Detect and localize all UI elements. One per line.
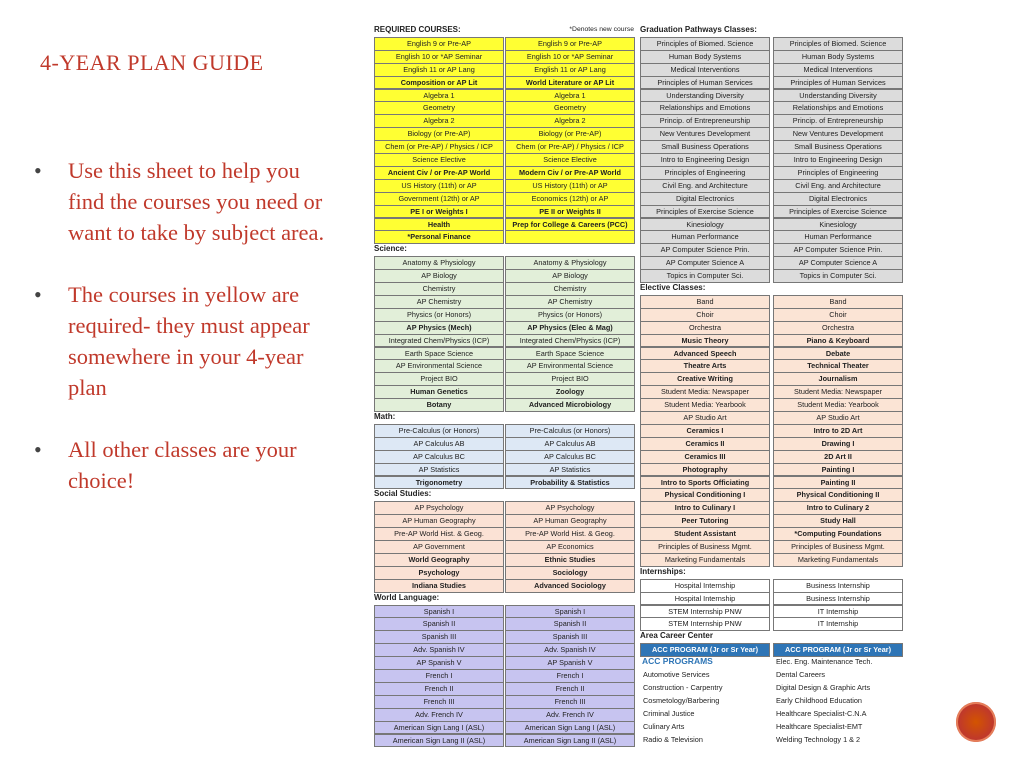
- course-cell: English 11 or AP Lang: [374, 63, 504, 77]
- course-cell: Digital Electronics: [773, 192, 903, 206]
- course-cell: Human Genetics: [374, 385, 504, 399]
- course-cell: Intro to Culinary I: [640, 501, 770, 515]
- course-cell: Student Assistant: [640, 527, 770, 541]
- course-cell: Intro to Engineering Design: [640, 153, 770, 167]
- bullet-item: [30, 279, 330, 403]
- course-cell: *Computing Foundations: [773, 527, 903, 541]
- bullet-text: Use this sheet to help you find the courses you need or want to take by subject area.: [68, 158, 325, 245]
- course-cell: AP Chemistry: [374, 295, 504, 309]
- course-cell: AP Environmental Science: [374, 359, 504, 373]
- course-cell: Pre-Calculus (or Honors): [505, 424, 635, 438]
- course-cell: Digital Electronics: [640, 192, 770, 206]
- course-cell: French I: [505, 669, 635, 683]
- course-cell: Student Media: Yearbook: [773, 398, 903, 412]
- course-cell: Algebra 1: [505, 89, 635, 103]
- course-cell: American Sign Lang I (ASL): [374, 721, 504, 735]
- course-cell: Economics (12th) or AP: [505, 192, 635, 206]
- course-cell: AP Statistics: [374, 463, 504, 477]
- course-cell: Earth Space Science: [374, 347, 504, 361]
- course-cell: Hospital Internship: [640, 592, 770, 606]
- course-cell: Understanding Diversity: [773, 89, 903, 103]
- course-cell: Health: [374, 218, 504, 232]
- course-cell: Painting II: [773, 476, 903, 490]
- course-cell: French II: [374, 682, 504, 696]
- course-cell: AP Psychology: [505, 501, 635, 515]
- page-title: 4-YEAR PLAN GUIDE: [40, 50, 264, 75]
- course-cell: Piano & Keyboard: [773, 334, 903, 348]
- course-cell: AP Studio Art: [640, 411, 770, 425]
- course-cell: American Sign Lang I (ASL): [505, 721, 635, 735]
- course-cell: American Sign Lang II (ASL): [505, 734, 635, 748]
- course-cell: French I: [374, 669, 504, 683]
- course-cell: Anatomy & Physiology: [505, 256, 635, 270]
- course-cell: Prep for College & Careers (PCC): [505, 218, 635, 232]
- course-cell: AP Biology: [505, 269, 635, 283]
- course-cell: Civil Eng. and Architecture: [773, 179, 903, 193]
- course-cell: English 9 or Pre-AP: [374, 37, 504, 51]
- course-cell: AP Calculus BC: [505, 450, 635, 464]
- course-cell: Kinesiology: [640, 218, 770, 232]
- course-cell: Princip. of Entrepreneurship: [773, 114, 903, 128]
- course-cell: Topics in Computer Sci.: [773, 269, 903, 283]
- course-cell: AP Spanish V: [374, 656, 504, 670]
- acc-program-item: Healthcare Specialist-C.N.A: [776, 708, 867, 718]
- course-cell: Spanish III: [374, 630, 504, 644]
- bullet-text: The courses in yellow are required- they must appear somewhere in your 4-year plan: [68, 282, 310, 400]
- course-cell: AP Statistics: [505, 463, 635, 477]
- course-cell: PE II or Weights II: [505, 205, 635, 219]
- course-cell: Project BIO: [374, 372, 504, 386]
- course-cell: Medical Interventions: [640, 63, 770, 77]
- course-sheet: [372, 24, 904, 752]
- course-cell: Spanish II: [505, 617, 635, 631]
- course-cell: AP Government: [374, 540, 504, 554]
- course-cell: Composition or AP Lit: [374, 76, 504, 90]
- course-cell: Band: [640, 295, 770, 309]
- course-cell: *Personal Finance: [374, 230, 504, 244]
- course-cell: Choir: [640, 308, 770, 322]
- course-cell: Indiana Studies: [374, 579, 504, 593]
- course-cell: US History (11th) or AP: [374, 179, 504, 193]
- course-cell: AP Computer Science Prin.: [640, 243, 770, 257]
- course-cell: Spanish II: [374, 617, 504, 631]
- bullet-item: [30, 155, 330, 248]
- course-cell: STEM Internship PNW: [640, 605, 770, 619]
- course-cell: Student Media: Newspaper: [773, 385, 903, 399]
- course-cell: Orchestra: [640, 321, 770, 335]
- course-cell: Zoology: [505, 385, 635, 399]
- course-cell: AP Computer Science Prin.: [773, 243, 903, 257]
- course-cell: Debate: [773, 347, 903, 361]
- course-cell: French III: [374, 695, 504, 709]
- course-cell: Pre-Calculus (or Honors): [374, 424, 504, 438]
- course-cell: Intro to Culinary 2: [773, 501, 903, 515]
- course-cell: Trigonometry: [374, 476, 504, 490]
- course-cell: English 9 or Pre-AP: [505, 37, 635, 51]
- course-cell: Probability & Statistics: [505, 476, 635, 490]
- acc-program-item: Construction - Carpentry: [643, 682, 723, 692]
- course-cell: Chemistry: [505, 282, 635, 296]
- acc-program-item: Criminal Justice: [643, 708, 695, 718]
- bullet-dot-icon: •: [34, 437, 42, 462]
- course-cell: Psychology: [374, 566, 504, 580]
- course-cell: Business Internship: [773, 592, 903, 606]
- course-cell: English 10 or *AP Seminar: [374, 50, 504, 64]
- course-cell: French II: [505, 682, 635, 696]
- course-cell: Advanced Microbiology: [505, 398, 635, 412]
- course-cell: English 10 or *AP Seminar: [505, 50, 635, 64]
- course-cell: Creative Writing: [640, 372, 770, 386]
- course-cell: Principles of Human Services: [773, 76, 903, 90]
- course-cell: Drawing I: [773, 437, 903, 451]
- course-cell: AP Economics: [505, 540, 635, 554]
- course-cell: Advanced Sociology: [505, 579, 635, 593]
- acc-program-item: Early Childhood Education: [776, 695, 862, 705]
- course-cell: 2D Art II: [773, 450, 903, 464]
- course-cell: Small Business Operations: [640, 140, 770, 154]
- course-cell: Study Hall: [773, 514, 903, 528]
- acc-program-header: ACC PROGRAM (Jr or Sr Year): [773, 643, 903, 657]
- course-cell: AP Computer Science A: [773, 256, 903, 270]
- course-cell: Principles of Engineering: [773, 166, 903, 180]
- course-cell: Integrated Chem/Physics (ICP): [374, 334, 504, 348]
- course-cell: Physical Conditioning II: [773, 488, 903, 502]
- course-cell: Ceramics III: [640, 450, 770, 464]
- course-cell: IT Internship: [773, 617, 903, 631]
- course-cell: Choir: [773, 308, 903, 322]
- elective-header: Elective Classes:: [640, 283, 706, 292]
- course-cell: Government (12th) or AP: [374, 192, 504, 206]
- course-cell: Band: [773, 295, 903, 309]
- course-cell: Intro to 2D Art: [773, 424, 903, 438]
- area-career-header: Area Career Center: [640, 631, 713, 641]
- course-cell: Chem (or Pre-AP) / Physics / ICP: [505, 140, 635, 154]
- course-cell: Physics (or Honors): [505, 308, 635, 322]
- science-header: Science:: [374, 244, 407, 254]
- course-cell: Pre-AP World Hist. & Geog.: [374, 527, 504, 541]
- course-cell: AP Human Geography: [374, 514, 504, 528]
- course-cell: Principles of Exercise Science: [773, 205, 903, 219]
- bullet-text: All other classes are your choice!: [68, 437, 297, 493]
- course-cell: Anatomy & Physiology: [374, 256, 504, 270]
- acc-program-item: Digital Design & Graphic Arts: [776, 682, 871, 692]
- course-cell: Spanish I: [505, 605, 635, 619]
- course-cell: Medical Interventions: [773, 63, 903, 77]
- bullet-list: [30, 155, 330, 527]
- course-cell: Student Media: Newspaper: [640, 385, 770, 399]
- course-cell: AP Calculus AB: [374, 437, 504, 451]
- school-logo-icon: [956, 702, 996, 742]
- course-cell: Science Elective: [505, 153, 635, 167]
- acc-program-item: Elec. Eng. Maintenance Tech.: [776, 657, 873, 667]
- course-cell: World Geography: [374, 553, 504, 567]
- course-cell: AP Physics (Mech): [374, 321, 504, 335]
- internships-header: Internships:: [640, 566, 686, 576]
- required-header: REQUIRED COURSES:: [374, 25, 461, 34]
- course-cell: Intro to Engineering Design: [773, 153, 903, 167]
- course-cell: Advanced Speech: [640, 347, 770, 361]
- course-cell: Sociology: [505, 566, 635, 580]
- course-cell: Ancient Civ / or Pre-AP World: [374, 166, 504, 180]
- course-cell: Principles of Exercise Science: [640, 205, 770, 219]
- course-cell: Photography: [640, 463, 770, 477]
- course-cell: Integrated Chem/Physics (ICP): [505, 334, 635, 348]
- course-cell: Chemistry: [374, 282, 504, 296]
- course-cell: Physical Conditioning I: [640, 488, 770, 502]
- course-cell: AP Environmental Science: [505, 359, 635, 373]
- world-header: World Language:: [374, 592, 440, 602]
- math-header: Math:: [374, 412, 396, 421]
- course-cell: Principles of Business Mgmt.: [773, 540, 903, 554]
- course-cell: Human Body Systems: [640, 50, 770, 64]
- course-cell: AP Calculus BC: [374, 450, 504, 464]
- course-cell: Chem (or Pre-AP) / Physics / ICP: [374, 140, 504, 154]
- course-cell: Pre-AP World Hist. & Geog.: [505, 527, 635, 541]
- course-cell: Human Performance: [773, 230, 903, 244]
- course-cell: Biology (or Pre-AP): [374, 127, 504, 141]
- course-cell: Geometry: [374, 101, 504, 115]
- course-cell: US History (11th) or AP: [505, 179, 635, 193]
- course-cell: Relationships and Emotions: [640, 101, 770, 115]
- course-cell: Spanish I: [374, 605, 504, 619]
- course-cell: AP Spanish V: [505, 656, 635, 670]
- course-cell: Student Media: Yearbook: [640, 398, 770, 412]
- course-cell: Project BIO: [505, 372, 635, 386]
- course-cell: Understanding Diversity: [640, 89, 770, 103]
- course-cell: [505, 230, 635, 244]
- course-cell: Principles of Biomed. Science: [773, 37, 903, 51]
- course-cell: Principles of Human Services: [640, 76, 770, 90]
- course-cell: AP Computer Science A: [640, 256, 770, 270]
- course-cell: Theatre Arts: [640, 359, 770, 373]
- course-cell: Principles of Biomed. Science: [640, 37, 770, 51]
- course-cell: Ceramics I: [640, 424, 770, 438]
- course-cell: Geometry: [505, 101, 635, 115]
- course-cell: Adv. Spanish IV: [374, 643, 504, 657]
- acc-program-item: Welding Technology 1 & 2: [776, 734, 861, 744]
- course-cell: Modern Civ / or Pre-AP World: [505, 166, 635, 180]
- course-cell: AP Studio Art: [773, 411, 903, 425]
- acc-program-item: Dental Careers: [776, 670, 826, 679]
- acc-program-header: ACC PROGRAM (Jr or Sr Year): [640, 643, 770, 657]
- course-cell: IT Internship: [773, 605, 903, 619]
- course-cell: Marketing Fundamentals: [773, 553, 903, 567]
- course-cell: Earth Space Science: [505, 347, 635, 361]
- course-cell: Marketing Fundamentals: [640, 553, 770, 567]
- course-cell: Princip. of Entrepreneurship: [640, 114, 770, 128]
- course-cell: Topics in Computer Sci.: [640, 269, 770, 283]
- course-cell: New Ventures Development: [773, 127, 903, 141]
- course-cell: Peer Tutoring: [640, 514, 770, 528]
- course-cell: Algebra 2: [374, 114, 504, 128]
- course-cell: AP Psychology: [374, 501, 504, 515]
- course-cell: Science Elective: [374, 153, 504, 167]
- course-cell: AP Calculus AB: [505, 437, 635, 451]
- course-cell: Principles of Engineering: [640, 166, 770, 180]
- social-header: Social Studies:: [374, 489, 432, 499]
- course-cell: Hospital Internship: [640, 579, 770, 593]
- course-cell: Business Internship: [773, 579, 903, 593]
- course-cell: Human Body Systems: [773, 50, 903, 64]
- course-cell: Physics (or Honors): [374, 308, 504, 322]
- bullet-dot-icon: •: [34, 282, 42, 307]
- course-cell: Adv. Spanish IV: [505, 643, 635, 657]
- acc-program-item: Radio & Television: [643, 734, 703, 744]
- denotes-note: *Denotes new course: [569, 26, 634, 33]
- course-cell: Relationships and Emotions: [773, 101, 903, 115]
- course-cell: Music Theory: [640, 334, 770, 348]
- course-cell: Small Business Operations: [773, 140, 903, 154]
- course-cell: Kinesiology: [773, 218, 903, 232]
- course-cell: Orchestra: [773, 321, 903, 335]
- acc-program-item: Cosmetology/Barbering: [643, 695, 720, 705]
- course-cell: Adv. French IV: [505, 708, 635, 722]
- course-cell: STEM Internship PNW: [640, 617, 770, 631]
- course-cell: World Literature or AP Lit: [505, 76, 635, 90]
- course-cell: Ethnic Studies: [505, 553, 635, 567]
- course-cell: AP Biology: [374, 269, 504, 283]
- course-cell: Ceramics II: [640, 437, 770, 451]
- course-cell: PE I or Weights I: [374, 205, 504, 219]
- course-cell: Botany: [374, 398, 504, 412]
- course-cell: Journalism: [773, 372, 903, 386]
- acc-program-item: Culinary Arts: [643, 721, 685, 731]
- course-cell: Algebra 1: [374, 89, 504, 103]
- course-cell: Civil Eng. and Architecture: [640, 179, 770, 193]
- course-cell: AP Chemistry: [505, 295, 635, 309]
- course-cell: French III: [505, 695, 635, 709]
- acc-program-item: Automotive Services: [643, 670, 710, 679]
- course-cell: Painting I: [773, 463, 903, 477]
- course-cell: AP Physics (Elec & Mag): [505, 321, 635, 335]
- course-cell: AP Human Geography: [505, 514, 635, 528]
- course-cell: Intro to Sports Officiating: [640, 476, 770, 490]
- acc-programs-label: ACC PROGRAMS: [642, 656, 713, 667]
- course-cell: Human Performance: [640, 230, 770, 244]
- pathways-header: Graduation Pathways Classes:: [640, 25, 757, 34]
- bullet-item: [30, 434, 330, 496]
- course-cell: Principles of Business Mgmt.: [640, 540, 770, 554]
- course-cell: Adv. French IV: [374, 708, 504, 722]
- course-cell: New Ventures Development: [640, 127, 770, 141]
- course-cell: Biology (or Pre-AP): [505, 127, 635, 141]
- course-cell: Algebra 2: [505, 114, 635, 128]
- course-cell: Spanish III: [505, 630, 635, 644]
- course-cell: American Sign Lang II (ASL): [374, 734, 504, 748]
- course-cell: English 11 or AP Lang: [505, 63, 635, 77]
- bullet-dot-icon: •: [34, 158, 42, 183]
- acc-program-item: Healthcare Specialist-EMT: [776, 721, 863, 731]
- course-cell: Technical Theater: [773, 359, 903, 373]
